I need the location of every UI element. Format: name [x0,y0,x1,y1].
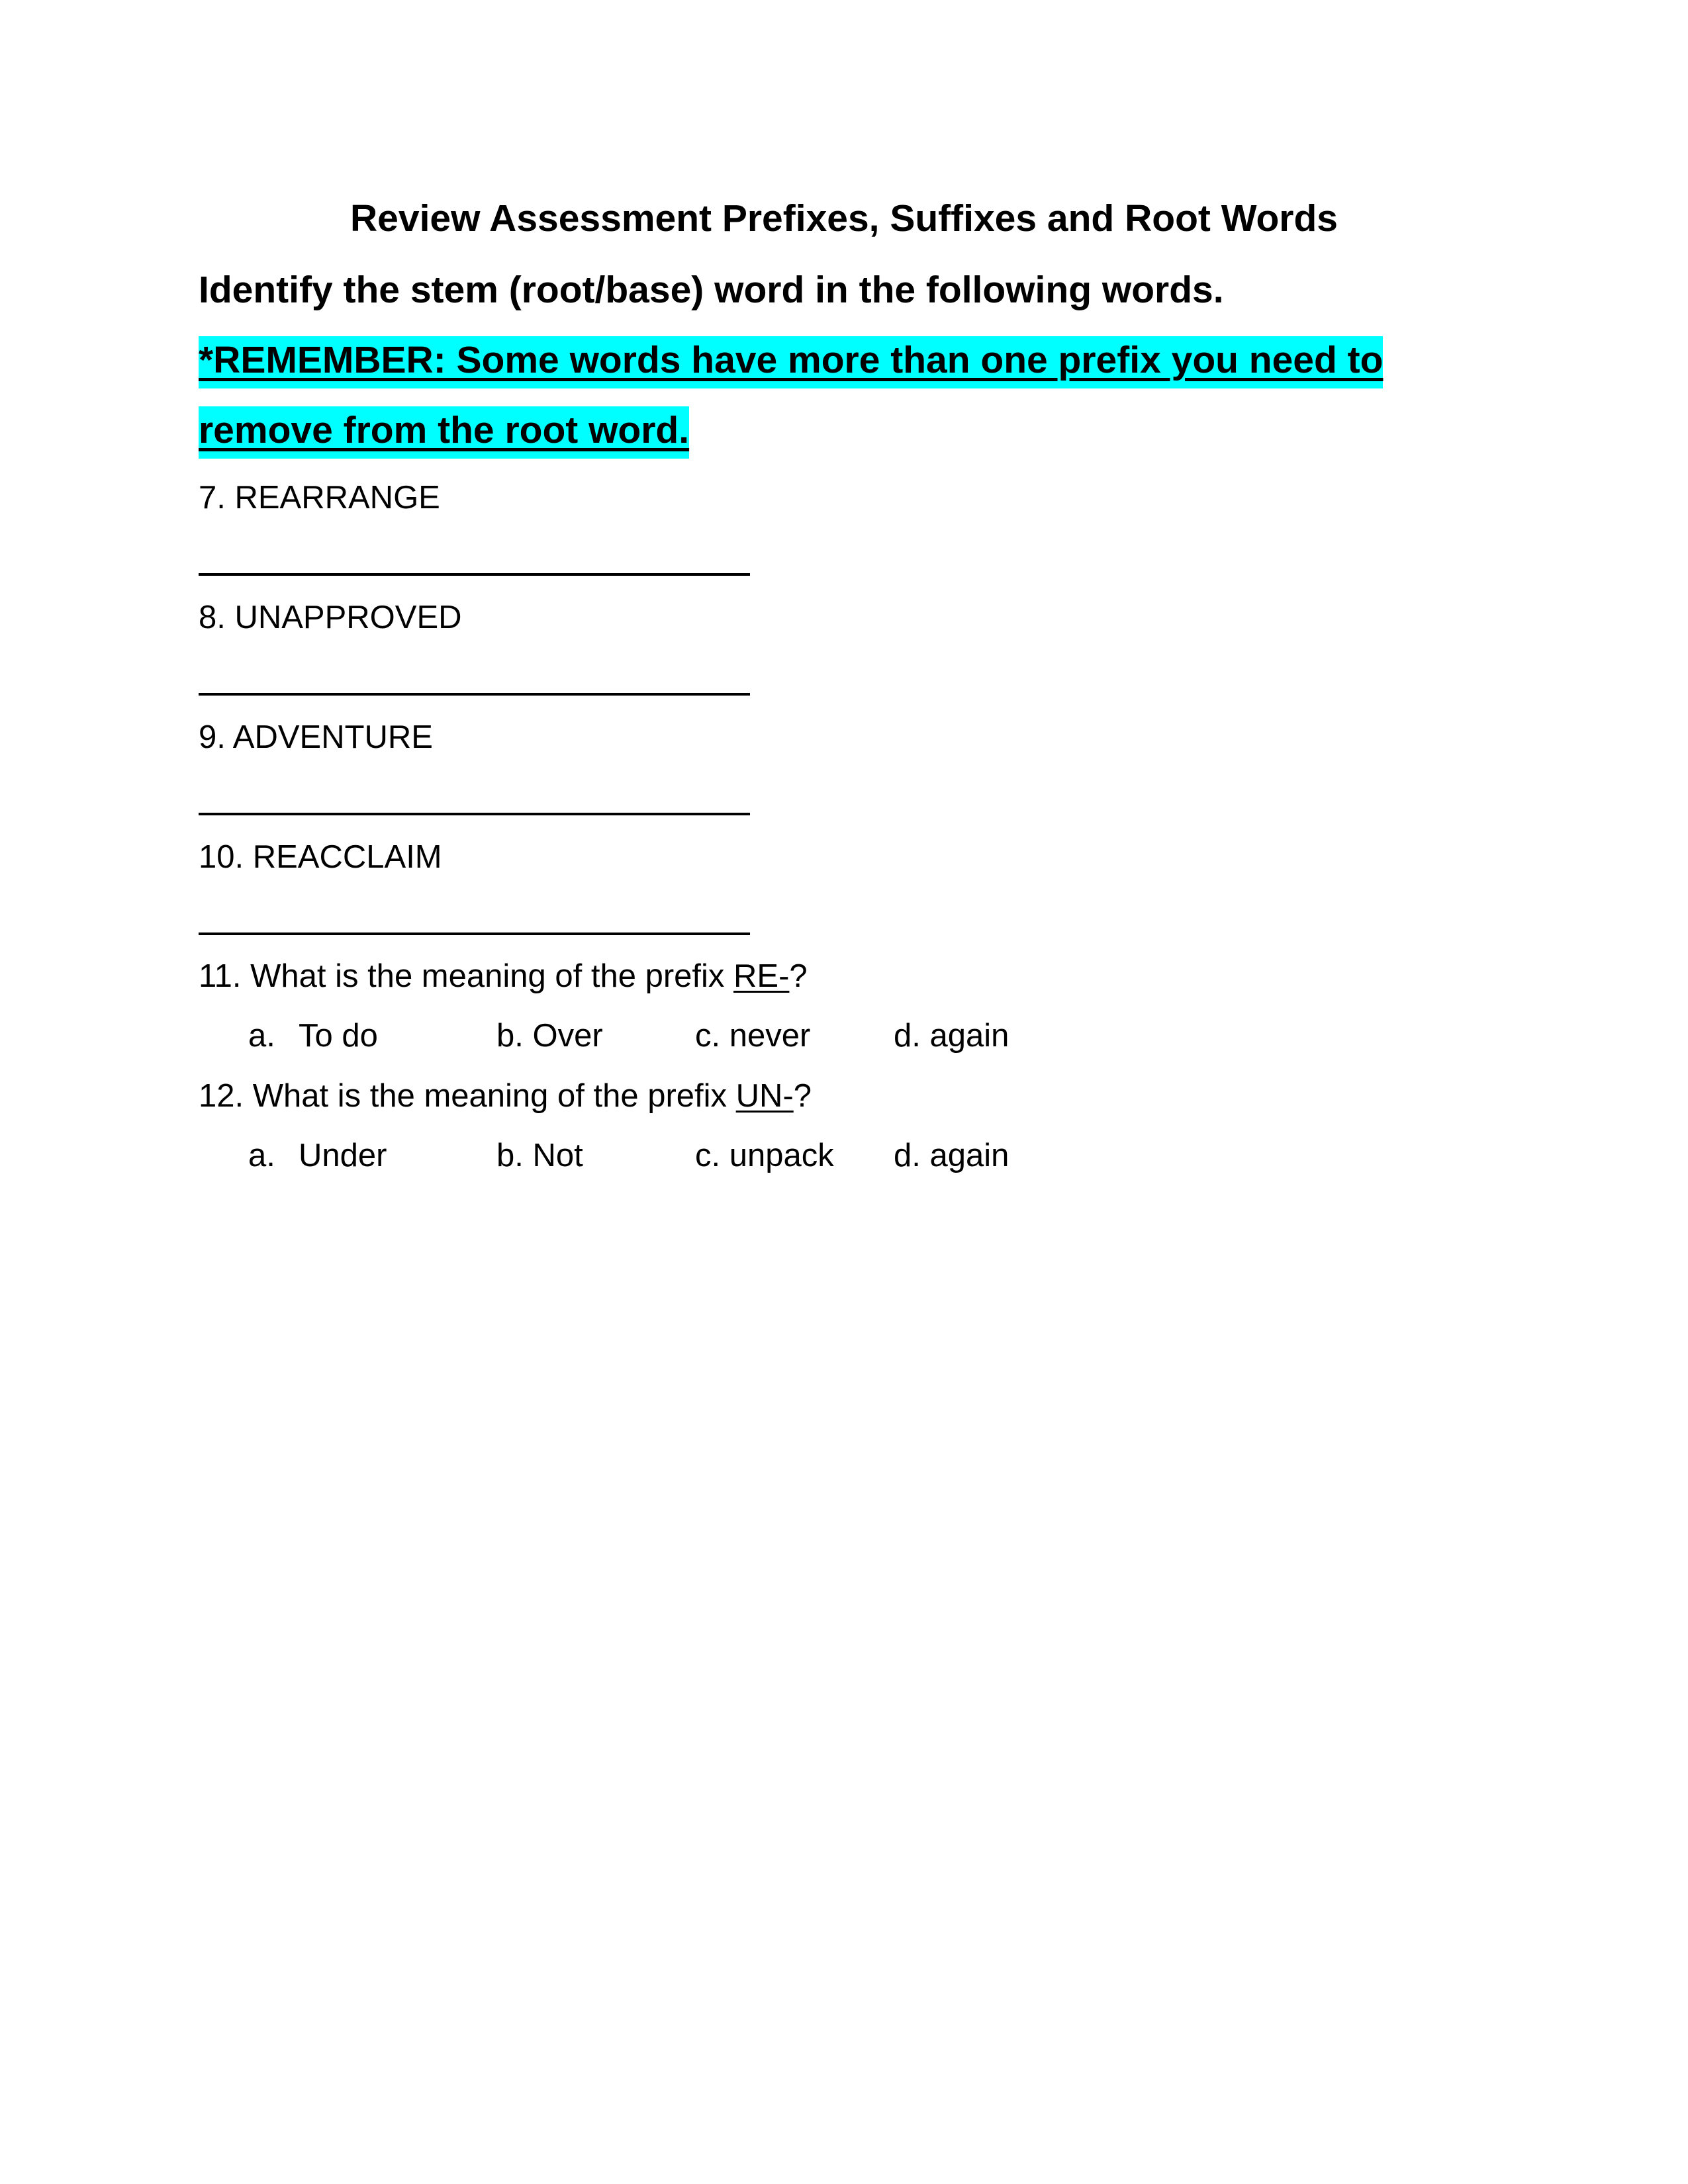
question-11-keyword: RE- [733,958,790,994]
question-12-keyword: UN- [735,1078,794,1114]
word-item-8: 8. UNAPPROVED [199,600,462,635]
word-item-9: 9. ADVENTURE [199,719,433,755]
question-12-text: 12. What is the meaning of the prefix [199,1078,736,1114]
answer-line-10[interactable] [199,933,750,935]
question-11-option-a-text[interactable]: To do [299,1018,378,1054]
question-12-option-c[interactable]: c. unpack [695,1138,834,1173]
question-11-option-a-letter[interactable]: a. [248,1018,275,1054]
instruction-text: Identify the stem (root/base) word in the following words. [199,269,1224,311]
question-12-option-a-letter[interactable]: a. [248,1138,275,1173]
page-title: Review Assessment Prefixes, Suffixes and Root Words [350,197,1338,240]
question-12-option-a-text[interactable]: Under [299,1138,387,1173]
question-11 [199,960,808,993]
question-11-text: 11. What is the meaning of the prefix [199,958,734,994]
question-11-mark: ? [789,958,808,994]
answer-line-9[interactable] [199,813,750,815]
question-11-option-b[interactable]: b. Over [496,1018,603,1054]
question-12-mark: ? [793,1078,812,1114]
question-11-option-d[interactable]: d. again [894,1018,1009,1054]
answer-line-7[interactable] [199,573,750,576]
word-item-7: 7. REARRANGE [199,480,440,516]
word-item-10: 10. REACCLAIM [199,839,442,875]
question-12 [199,1080,812,1113]
question-12-option-d[interactable]: d. again [894,1138,1009,1173]
reminder-highlight-line-2: remove from the root word. [199,406,689,459]
answer-line-8[interactable] [199,693,750,696]
reminder-highlight-line-1: *REMEMBER: Some words have more than one prefix you need to [199,336,1383,388]
question-11-option-c[interactable]: c. never [695,1018,811,1054]
question-12-option-b[interactable]: b. Not [496,1138,583,1173]
